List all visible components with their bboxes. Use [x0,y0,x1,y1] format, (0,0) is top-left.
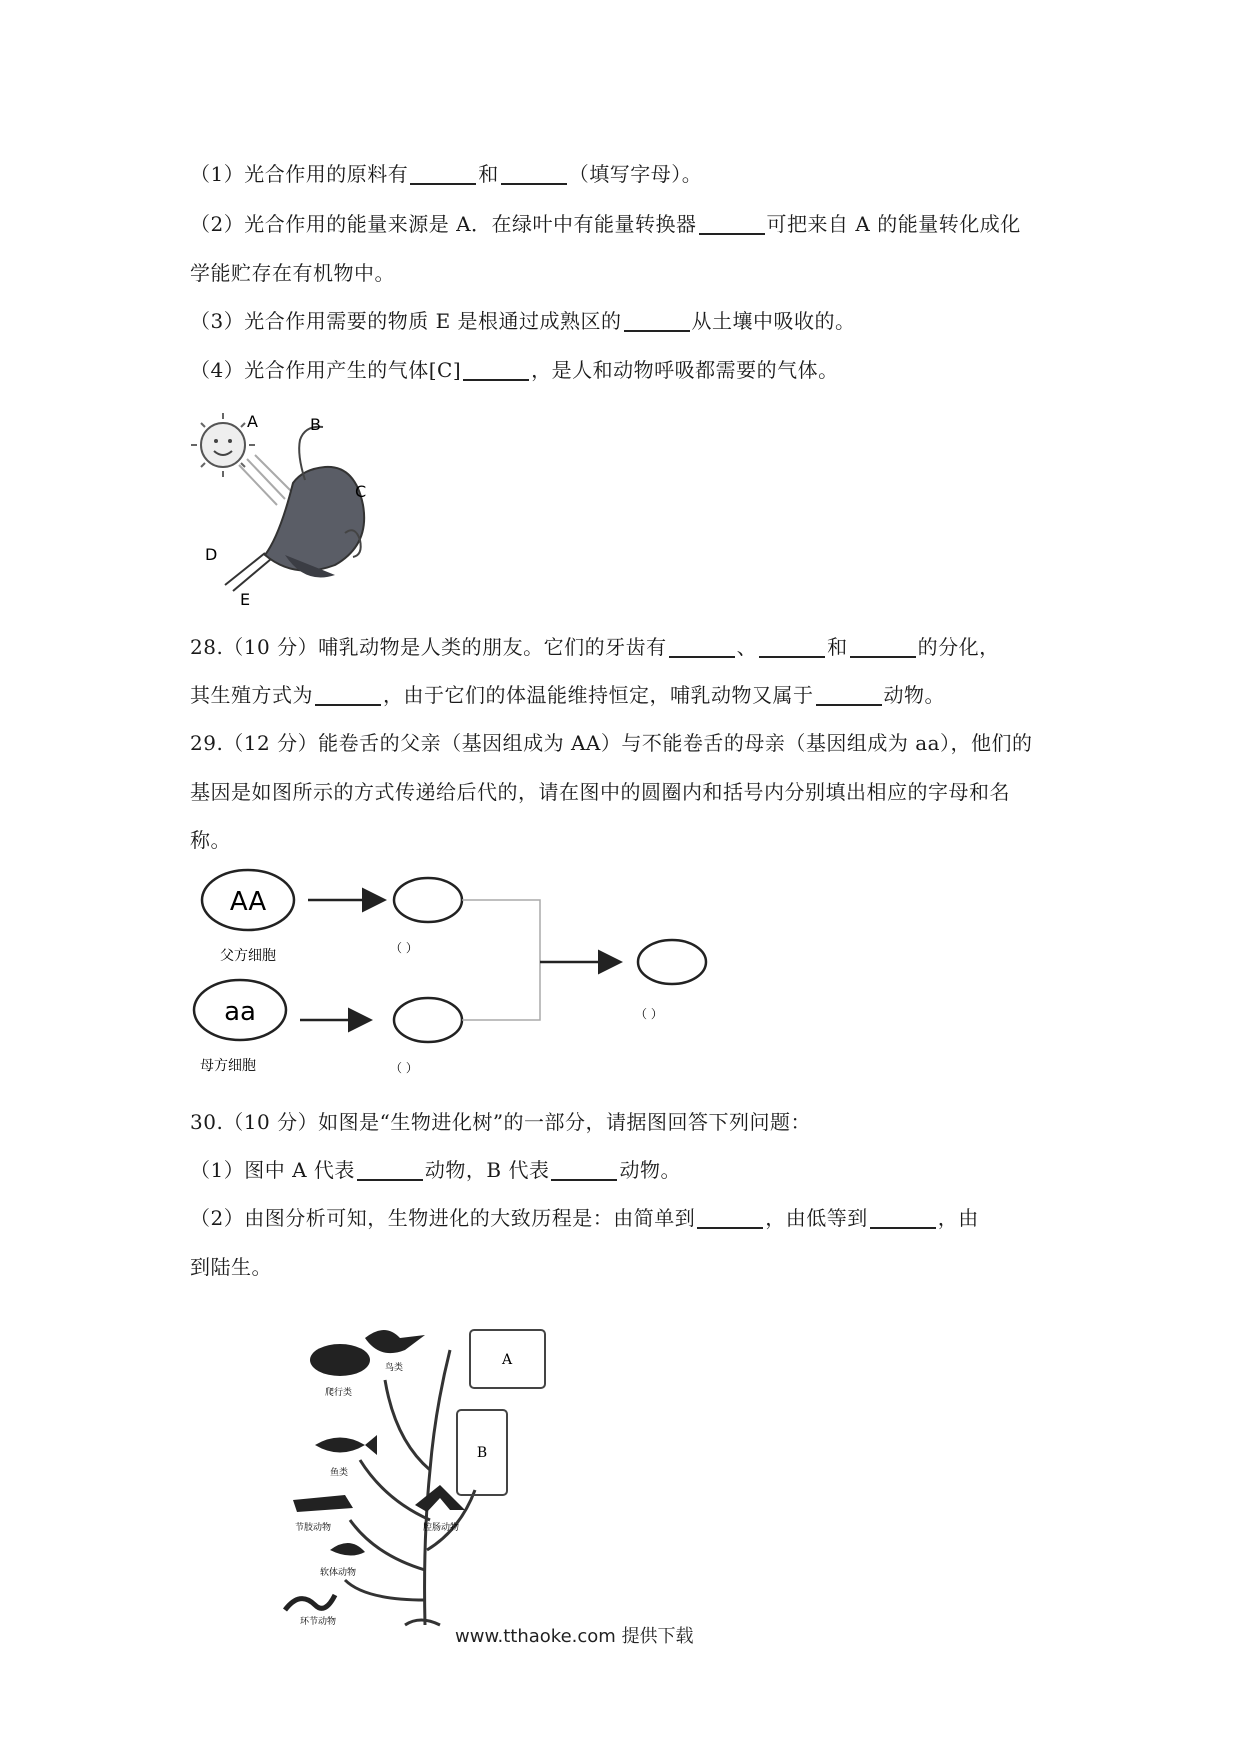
inheritance-diagram [190,860,730,1090]
answer-blank[interactable] [501,163,567,185]
answer-blank[interactable] [410,163,476,185]
answer-blank[interactable] [816,684,882,706]
mother-gamete-name[interactable]: （ ） [390,1061,418,1075]
bird-label: 鸟类 [385,1363,404,1373]
footer [455,1622,694,1648]
answer-blank[interactable] [699,213,765,235]
q30-part2: （2）由图分析可知，生物进化的大致历程是：由简单到 ，由低等到 ，由 [190,1206,979,1230]
answer-blank[interactable] [669,636,735,658]
offspring-circle[interactable] [638,940,706,984]
q29-line3: 称。 [190,828,231,852]
q27-part4: （4）光合作用产生的气体[C] ，是人和动物呼吸都需要的气体。 [190,358,839,382]
answer-blank[interactable] [624,310,690,332]
father-gamete-name[interactable]: （ ） [390,941,418,955]
label-c: C [355,482,367,501]
fish-label: 鱼类 [330,1468,349,1478]
tree-trunk [345,1350,475,1625]
mother-genotype: aa [224,997,256,1027]
offspring-name[interactable]: （ ） [635,1007,663,1021]
box-b-label: B [476,1445,488,1461]
label-e: E [240,590,251,609]
answer-blank[interactable] [850,636,916,658]
bird-icon [365,1330,425,1353]
evolution-tree [275,1320,555,1630]
q29-line2: 基因是如图所示的方式传递给后代的，请在图中的圆圈内和括号内分别填出相应的字母和名 [190,780,1010,804]
label-d: D [205,545,218,564]
fish-icon [315,1435,377,1455]
annelid-label: 环节动物 [300,1617,337,1627]
q27-part3: （3）光合作用需要的物质 E 是根通过成熟区的 从土壤中吸收的。 [190,309,856,333]
answer-blank[interactable] [551,1159,617,1181]
answer-blank[interactable] [315,684,381,706]
father-genotype: AA [229,887,267,917]
arthropod-label: 节肢动物 [295,1523,332,1533]
answer-blank[interactable] [759,636,825,658]
q29-line1: 29.（12 分）能卷舌的父亲（基因组成为 AA）与不能卷舌的母亲（基因组成为 aa），他们的 [190,731,1033,755]
q28-line2: 其生殖方式为 ，由于它们的体温能维持恒定，哺乳动物又属于 动物。 [190,683,945,707]
coelenterate-label: 腔肠动物 [423,1523,460,1533]
answer-blank[interactable] [463,359,529,381]
box-a-label: A [501,1352,513,1368]
footer-url[interactable]: www.tthaoke.com [455,1626,616,1647]
sun-icon [191,413,255,477]
mollusk-label: 软体动物 [320,1568,357,1578]
photosynthesis-figure [185,405,415,610]
mollusk-icon [330,1543,365,1556]
label-b: B [310,415,321,434]
mother-gamete-circle[interactable] [394,998,462,1042]
q27-part2-cont: 学能贮存在有机物中。 [190,261,395,285]
answer-blank[interactable] [870,1207,936,1229]
arthropod-icon [293,1495,353,1512]
label-a: A [247,412,258,431]
leaf-shape [265,467,367,571]
turtle-icon [310,1344,370,1376]
worm-icon [285,1595,335,1610]
father-gamete-circle[interactable] [394,878,462,922]
q27-part2: （2）光合作用的能量来源是 A．在绿叶中有能量转换器 可把来自 A 的能量转化成化 [190,212,1021,236]
answer-blank[interactable] [357,1159,423,1181]
q30-part1: （1）图中 A 代表 动物，B 代表 动物。 [190,1158,681,1182]
q30-intro: 30.（10 分）如图是“生物进化树”的一部分，请据图回答下列问题： [190,1110,812,1134]
q27-part1: （1）光合作用的原料有 和 （填写字母）。 [190,162,703,186]
q28-line1: 28.（10 分）哺乳动物是人类的朋友。它们的牙齿有 、 和 的分化， [190,635,1000,659]
reptile-label: 爬行类 [325,1388,353,1398]
answer-blank[interactable] [697,1207,763,1229]
mother-cell-label: 母方细胞 [200,1058,256,1074]
footer-text: 提供下载 [621,1626,694,1647]
q30-part2-cont: 到陆生。 [190,1255,272,1279]
father-cell-label: 父方细胞 [220,948,276,964]
